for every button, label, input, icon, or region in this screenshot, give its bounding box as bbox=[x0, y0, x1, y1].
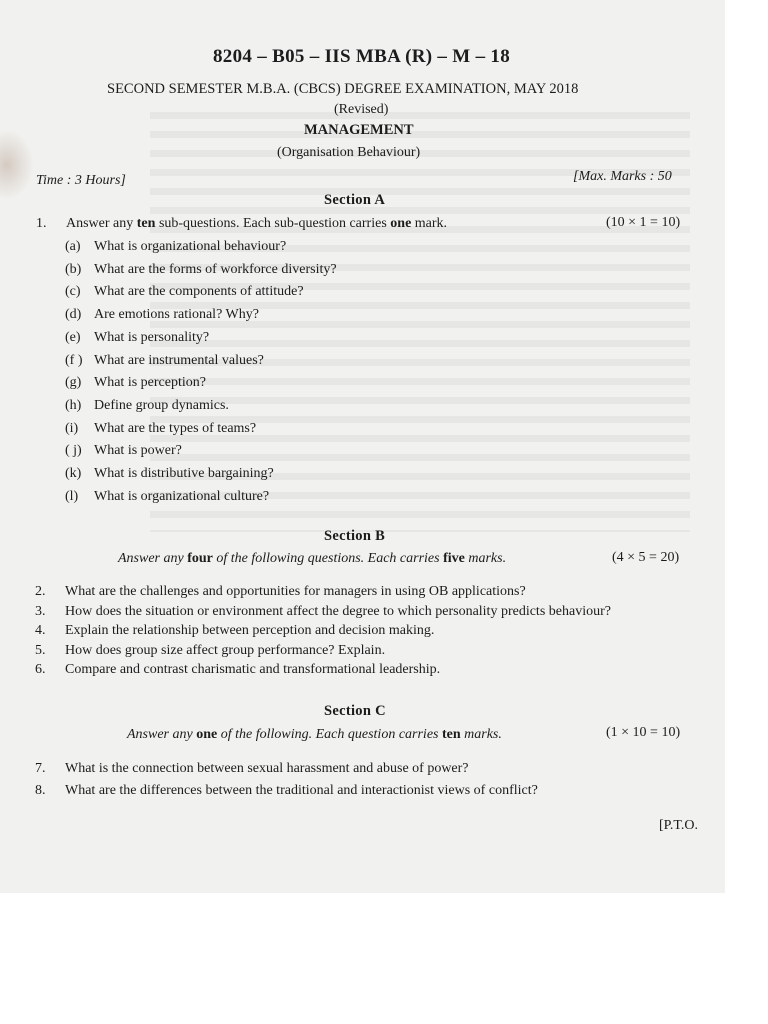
subquestion-label: (k) bbox=[65, 466, 82, 481]
question-text: What is the connection between sexual harassment and abuse of power? bbox=[65, 761, 469, 776]
question-text: Answer any ten sub-questions. Each sub-question carries one mark. bbox=[66, 216, 448, 231]
question-text: What is personality? bbox=[94, 329, 210, 345]
subquestion-label: ( j) bbox=[65, 443, 82, 459]
subquestion-item bbox=[65, 284, 725, 302]
subquestion-item bbox=[65, 239, 725, 257]
question-item bbox=[35, 761, 695, 779]
section-b-instruction: Answer any four of the following questions. Each carries five marks. bbox=[118, 551, 507, 566]
question-number: 6. bbox=[35, 662, 46, 677]
subquestion-item bbox=[65, 443, 725, 461]
question-number: 7. bbox=[35, 761, 46, 776]
question-text: What is organizational behaviour? bbox=[94, 239, 287, 254]
subquestion-label: (e) bbox=[65, 329, 81, 345]
section-b-title: Section B bbox=[324, 528, 386, 544]
question-text: What is perception? bbox=[94, 375, 206, 391]
subquestion-item bbox=[65, 466, 725, 484]
section-a-marks: (10 × 1 = 10) bbox=[606, 215, 681, 230]
subquestion-item bbox=[65, 353, 725, 371]
section-c-instruction: Answer any one of the following. Each question carries ten marks. bbox=[127, 727, 502, 742]
question-item bbox=[35, 643, 695, 661]
question-text: What is organizational culture? bbox=[94, 488, 270, 504]
subquestion-label: (h) bbox=[65, 397, 82, 413]
question-text: Explain the relationship between perception and decision making. bbox=[65, 623, 435, 638]
question-text: What are the types of teams? bbox=[94, 420, 257, 436]
pto-label: [P.T.O. bbox=[659, 818, 699, 833]
question-text: What is distributive bargaining? bbox=[94, 466, 274, 481]
revised-label: (Revised) bbox=[334, 102, 389, 117]
question-text: What are the forms of workforce diversity? bbox=[94, 261, 337, 277]
subquestion-item bbox=[65, 330, 725, 348]
question-item bbox=[35, 623, 695, 641]
time-allowed: Time : 3 Hours] bbox=[36, 173, 126, 188]
question-text: How does the situation or environment affect the degree to which personality predicts behaviour? bbox=[65, 603, 611, 619]
question-1 bbox=[36, 216, 556, 234]
subquestion-item bbox=[65, 421, 725, 439]
section-c-title: Section C bbox=[324, 703, 386, 719]
question-text: What are the challenges and opportunities for managers in using OB applications? bbox=[65, 584, 526, 599]
question-number: 8. bbox=[35, 783, 46, 798]
question-item bbox=[35, 584, 695, 602]
question-item bbox=[35, 783, 695, 801]
question-number: 1. bbox=[36, 216, 47, 231]
subquestion-label: (i) bbox=[65, 420, 79, 436]
question-text: How does group size affect group performance? Explain. bbox=[65, 642, 386, 658]
question-text: Compare and contrast charismatic and transformational leadership. bbox=[65, 662, 441, 677]
max-marks: [Max. Marks : 50 bbox=[573, 169, 672, 184]
subquestion-label: (c) bbox=[65, 284, 81, 300]
subquestion-item bbox=[65, 307, 725, 325]
subquestion-label: (b) bbox=[65, 261, 82, 277]
question-number: 5. bbox=[35, 642, 46, 658]
question-text: What are the components of attitude? bbox=[94, 284, 304, 300]
subquestion-label: (l) bbox=[65, 488, 79, 504]
subquestion-label: (a) bbox=[65, 239, 81, 254]
section-c-marks: (1 × 10 = 10) bbox=[606, 725, 681, 740]
subquestion-item bbox=[65, 262, 725, 280]
exam-title: SECOND SEMESTER M.B.A. (CBCS) DEGREE EXAMINATION, MAY 2018 bbox=[107, 81, 579, 97]
question-item bbox=[35, 662, 695, 680]
subquestion-item bbox=[65, 489, 725, 507]
section-b-marks: (4 × 5 = 20) bbox=[612, 550, 680, 565]
subquestion-item bbox=[65, 398, 725, 416]
paper-name: (Organisation Behaviour) bbox=[277, 145, 421, 160]
question-text: Define group dynamics. bbox=[94, 397, 229, 413]
question-text: What is power? bbox=[94, 443, 182, 459]
paper-stain bbox=[0, 130, 34, 200]
question-text: Are emotions rational? Why? bbox=[94, 307, 259, 323]
question-text: What are the differences between the traditional and interactionist views of conflict? bbox=[65, 783, 538, 798]
subquestion-item bbox=[65, 375, 725, 393]
subject-title: MANAGEMENT bbox=[304, 122, 414, 138]
section-a-title: Section A bbox=[324, 192, 386, 208]
question-item bbox=[35, 604, 695, 622]
question-text: What are instrumental values? bbox=[94, 352, 264, 368]
question-number: 3. bbox=[35, 603, 46, 619]
question-number: 4. bbox=[35, 623, 46, 638]
subquestion-label: (d) bbox=[65, 307, 82, 323]
question-number: 2. bbox=[35, 584, 46, 599]
subquestion-label: (g) bbox=[65, 375, 82, 391]
paper-code: 8204 – B05 – IIS MBA (R) – M – 18 bbox=[213, 46, 511, 67]
subquestion-label: (f ) bbox=[65, 352, 83, 368]
